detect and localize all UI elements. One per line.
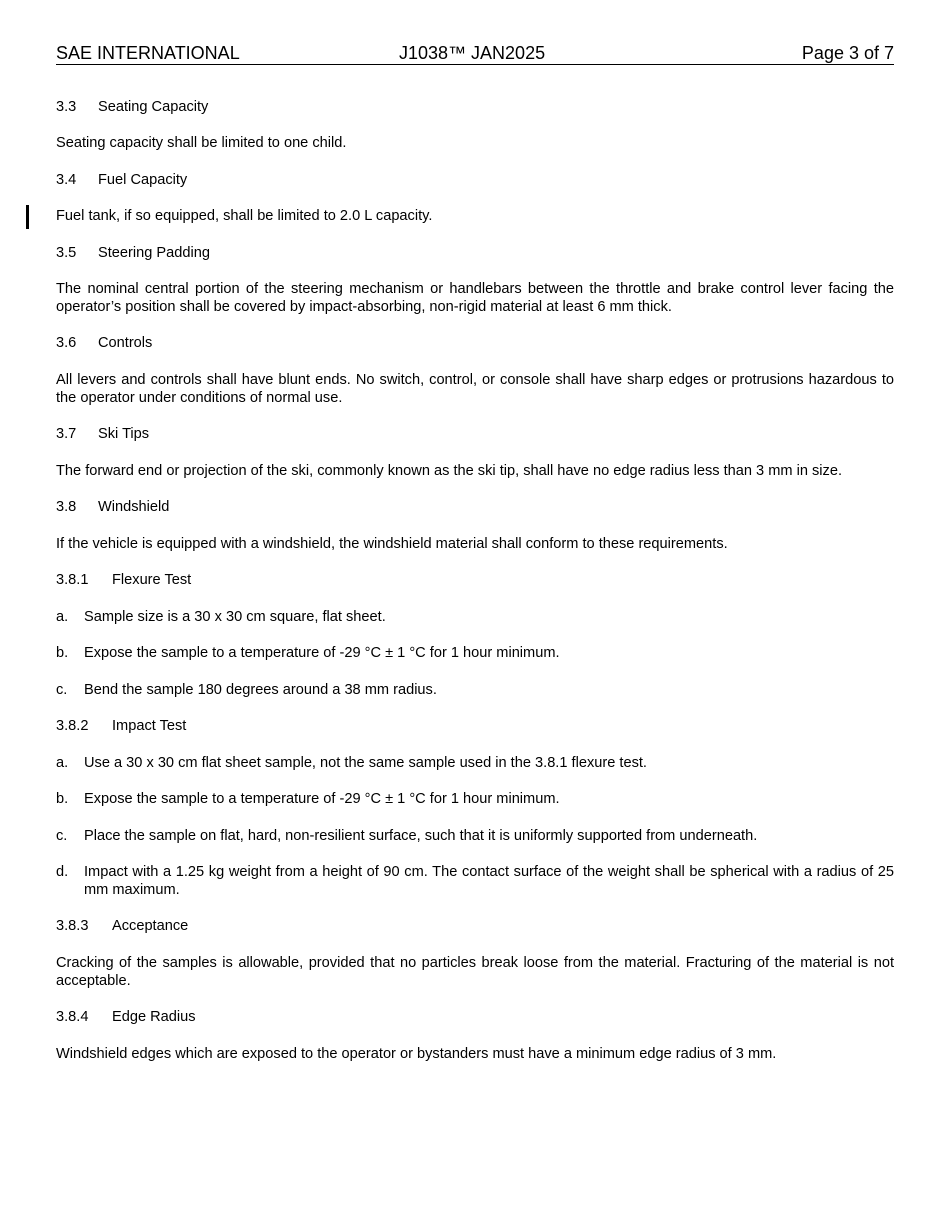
list-item-text: Expose the sample to a temperature of -29 °C ± 1 °C for 1 hour minimum. xyxy=(84,791,560,807)
list-item-text: Bend the sample 180 degrees around a 38 mm radius. xyxy=(84,682,437,698)
section-number: 3.5 xyxy=(56,245,77,261)
section-title: Seating Capacity xyxy=(98,99,209,115)
list-item-letter: c. xyxy=(56,828,68,844)
list-item-letter: c. xyxy=(56,682,68,698)
list-item xyxy=(56,681,894,699)
list-item-text: Use a 30 x 30 cm flat sheet sample, not the same sample used in the 3.8.1 flexure test. xyxy=(84,755,647,771)
list-item xyxy=(56,827,894,845)
section-heading-3-5 xyxy=(56,244,894,262)
section-title: Fuel Capacity xyxy=(98,172,188,188)
list-item-text: Place the sample on flat, hard, non-resilient surface, such that it is uniformly supported from underneath. xyxy=(84,828,758,844)
header-document-id: J1038™ JAN2025 xyxy=(399,43,546,63)
list-item-text: Impact with a 1.25 kg weight from a height of 90 cm. The contact surface of the weight shall be spherical with a radius of 25 mm maximum. xyxy=(84,864,894,899)
list-item-letter: d. xyxy=(56,864,69,880)
list-item-text: Sample size is a 30 x 30 cm square, flat sheet. xyxy=(84,609,386,625)
section-body-3-7: The forward end or projection of the ski, commonly known as the ski tip, shall have no edge radius less than 3 mm in size. xyxy=(56,463,843,479)
section-title: Ski Tips xyxy=(98,426,150,442)
list-item xyxy=(56,644,894,662)
section-heading-3-8-1 xyxy=(56,571,894,589)
section-heading-3-8-3 xyxy=(56,917,894,935)
section-body-3-5: The nominal central portion of the steering mechanism or handlebars between the throttle and brake control lever facing the operator’s position shall be covered by impact-absorbing, non-rigid material at least 6 mm thick. xyxy=(56,281,894,316)
section-body-3-3: Seating capacity shall be limited to one child. xyxy=(56,135,347,151)
list-item-letter: a. xyxy=(56,609,69,625)
section-title: Steering Padding xyxy=(98,245,210,261)
page-header xyxy=(56,43,894,65)
section-title: Windshield xyxy=(98,499,170,515)
section-body-3-8-4: Windshield edges which are exposed to the operator or bystanders must have a minimum edge radius of 3 mm. xyxy=(56,1046,777,1062)
section-heading-3-4 xyxy=(56,171,894,189)
section-title: Edge Radius xyxy=(112,1009,196,1025)
section-number: 3.8 xyxy=(56,499,77,515)
section-heading-3-8 xyxy=(56,498,894,516)
section-heading-3-7 xyxy=(56,425,894,443)
section-number: 3.7 xyxy=(56,426,77,442)
header-page-number: Page 3 of 7 xyxy=(801,43,894,63)
section-body-3-6: All levers and controls shall have blunt ends. No switch, control, or console shall have sharp edges or protrusions hazardous to the operator under conditions of normal use. xyxy=(56,372,894,407)
list-item xyxy=(56,754,894,772)
section-number: 3.3 xyxy=(56,99,77,115)
section-number: 3.6 xyxy=(56,335,77,351)
section-heading-3-8-4 xyxy=(56,1008,894,1026)
list-item xyxy=(56,790,894,808)
list-item xyxy=(56,608,894,626)
section-body-3-8: If the vehicle is equipped with a windshield, the windshield material shall conform to these requirements. xyxy=(56,536,728,552)
list-item-letter: b. xyxy=(56,791,69,807)
section-number: 3.4 xyxy=(56,172,77,188)
section-title: Acceptance xyxy=(112,918,189,934)
section-heading-3-8-2 xyxy=(56,717,894,735)
section-number: 3.8.2 xyxy=(56,718,89,734)
section-title: Controls xyxy=(98,335,153,351)
header-organization: SAE INTERNATIONAL xyxy=(56,43,240,63)
section-number: 3.8.1 xyxy=(56,572,89,588)
section-number: 3.8.3 xyxy=(56,918,89,934)
section-title: Impact Test xyxy=(112,718,187,734)
revision-change-bar xyxy=(26,205,29,229)
list-item-letter: b. xyxy=(56,645,69,661)
section-title: Flexure Test xyxy=(112,572,192,588)
section-number: 3.8.4 xyxy=(56,1009,89,1025)
section-body-3-8-3: Cracking of the samples is allowable, provided that no particles break loose from the material. Fracturing of the material is not acceptable. xyxy=(56,955,894,990)
section-heading-3-6 xyxy=(56,334,894,352)
list-item xyxy=(56,863,894,899)
section-body-3-4: Fuel tank, if so equipped, shall be limited to 2.0 L capacity. xyxy=(56,208,433,224)
section-heading-3-3 xyxy=(56,98,894,116)
list-item-text: Expose the sample to a temperature of -29 °C ± 1 °C for 1 hour minimum. xyxy=(84,645,560,661)
list-item-letter: a. xyxy=(56,755,69,771)
